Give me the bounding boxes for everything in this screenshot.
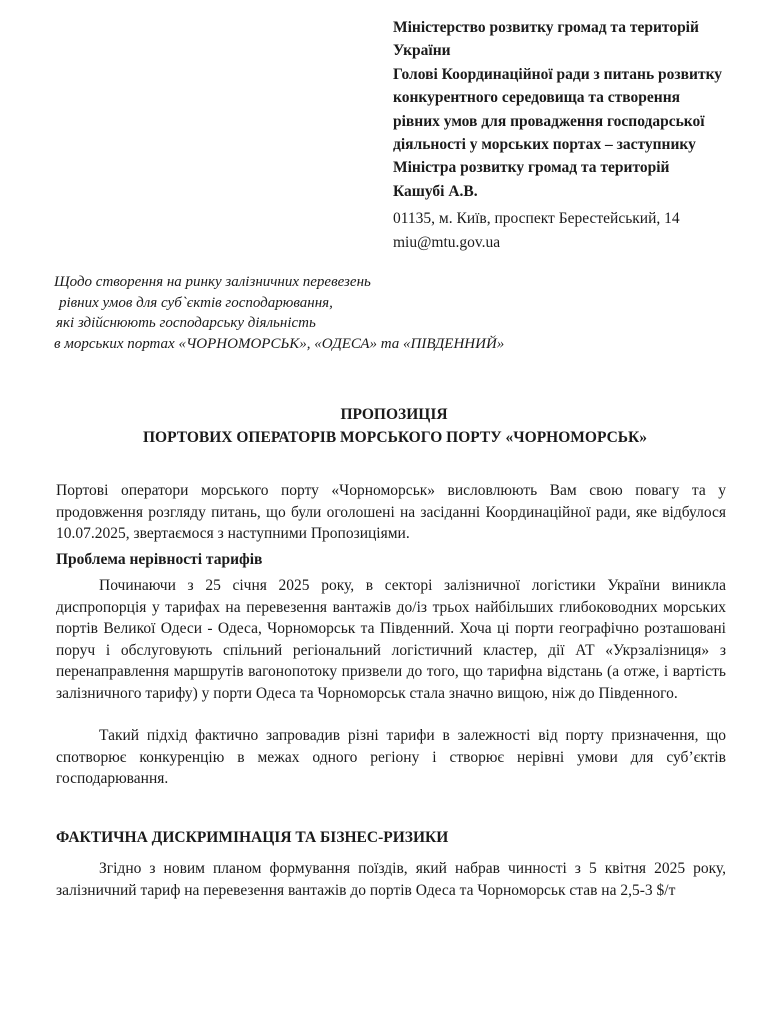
intro-block [56,480,726,545]
section-2-paragraph-1: Згідно з новим планом формування поїздів, який набрав чинності з 5 квітня 2025 року, залізничний тариф на перевезення вантажів до портів Одеса та Чорноморськ став на 2,5-3 $/т [56,860,726,899]
subject-line-3: які здійснюють господарську діяльність [56,315,316,331]
section-1-heading: Проблема нерівності тарифів [56,551,263,568]
head-line-5: Міністра розвитку громад та територій [393,159,670,177]
subject-line-4: в морських портах «ЧОРНОМОРСЬК», «ОДЕСА» та «ПІВДЕННИЙ» [54,335,505,352]
subject-line-2: рівних умов для суб`єктів господарювання, [59,294,333,311]
subject-block [54,272,504,354]
ministry-line-1: Міністерство розвитку громад та територій [393,19,699,36]
section-2-paragraph-1-block [56,858,726,901]
head-line-1: Голові Координаційної ради з питань розвитку [393,65,723,83]
head-line-4: діяльності у морських портах – заступнику [393,136,696,154]
addressee-email: miu@mtu.gov.ua [393,233,501,251]
section-1-paragraph-1: Починаючи з 25 січня 2025 року, в секторі залізничної логістики України виникла диспропорція у тарифах на перевезення вантажів до/із трьох найбільших глибоководних морських портів Великої Одеси - Одеса, Чорноморськ та Південний. Хоча ці порти географічно розташовані поруч і обслуговують спільний регіональний логістичний кластер, дії АТ «Укрзалізниця» з перенаправлення маршрутів вагонопотоку призвели до того, що тарифна відстань (а отже, і вартість залізничного тарифу) у порти Одеса та Чорноморськ стала значно вищою, ніж до Південного. [56,577,726,702]
section-1-paragraph-2-block [56,725,726,790]
section-2-heading: ФАКТИЧНА ДИСКРИМІНАЦІЯ ТА БІЗНЕС-РИЗИКИ [56,829,449,846]
title-line-1: ПРОПОЗИЦІЯ [340,406,448,423]
head-line-3: рівних умов для провадження господарської [393,112,705,130]
intro-paragraph: Портові оператори морського порту «Чорноморськ» висловлюють Вам свою повагу та у продовження розгляду питань, що були оголошені на засіданні Координаційної ради, яке відбулося 10.07.2025, звертаємося з наступними Пропозиціями. [56,482,726,542]
addressee-address: 01135, м. Київ, проспект Берестейський, 14 [393,210,680,228]
head-line-2: конкурентного середовища та створення [393,89,681,107]
subject-line-1: Щодо створення на ринку залізничних перевезень [54,274,371,290]
document-title [0,403,780,449]
addressee-name: Кашубі А.В. [393,182,478,200]
section-1-paragraph-2: Такий підхід фактично запровадив різні тарифи в залежності від порту призначення, що спотворює конкуренцію в межах одного регіону і створює нерівні умови для суб’єктів господарювання. [56,727,726,787]
addressee-block [393,16,743,254]
section-1-paragraph-1-block [56,575,726,704]
ministry-line-2: України [393,42,451,60]
title-line-2: ПОРТОВИХ ОПЕРАТОРІВ МОРСЬКОГО ПОРТУ «ЧОРНОМОРСЬК» [142,429,648,446]
